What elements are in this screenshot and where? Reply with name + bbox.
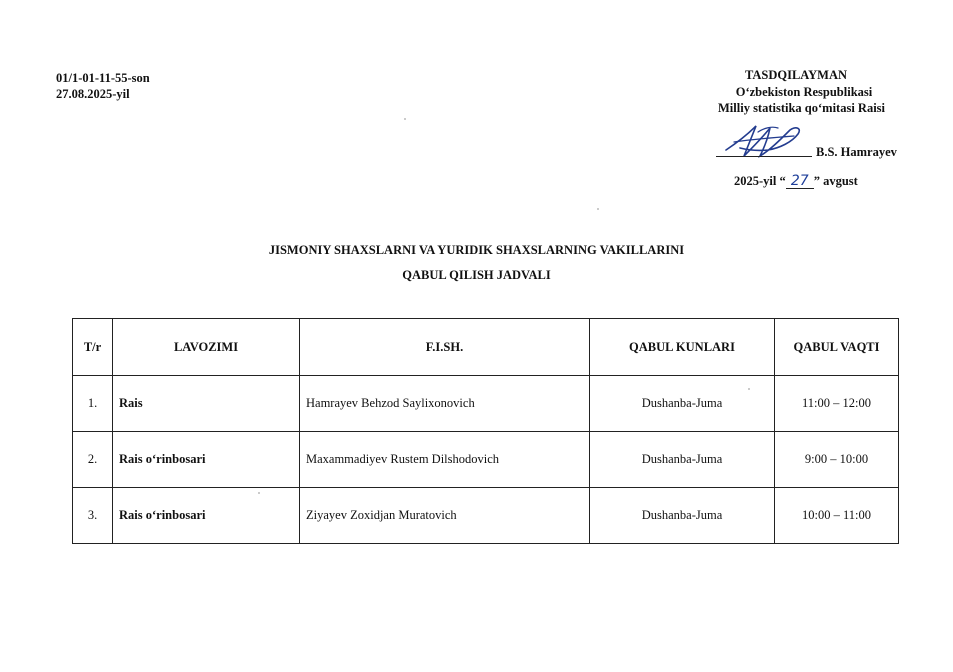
row-reception-time: 10:00 – 11:00 [775, 488, 899, 544]
row-number: 1. [73, 376, 113, 432]
row-position: Rais [113, 376, 300, 432]
row-full-name: Ziyayev Zoxidjan Muratovich [300, 488, 590, 544]
approval-block [680, 67, 910, 117]
header-position: LAVOZIMI [113, 319, 300, 376]
table-row [73, 376, 899, 432]
approval-organization-country: O‘zbekiston Respublikasi [735, 84, 873, 99]
approval-date-day: 27 [786, 174, 814, 189]
signer-name: B.S. Hamrayev [816, 145, 897, 159]
row-position: Rais o‘rinbosari [113, 432, 300, 488]
table-row [73, 432, 899, 488]
approval-organization-position: Milliy statistika qo‘mitasi Raisi [718, 101, 886, 115]
document-reference [56, 70, 150, 102]
row-position: Rais o‘rinbosari [113, 488, 300, 544]
row-number: 2. [73, 432, 113, 488]
scan-speck [748, 388, 750, 390]
scan-speck [258, 492, 260, 494]
row-reception-days: Dushanba-Juma [590, 432, 775, 488]
reception-schedule-table [72, 318, 899, 544]
approval-date [734, 174, 858, 189]
row-full-name: Maxammadiyev Rustem Dilshodovich [300, 432, 590, 488]
signature-row [712, 120, 912, 162]
reference-date: 27.08.2025-yil [56, 87, 130, 101]
row-reception-days: Dushanba-Juma [590, 488, 775, 544]
reference-number: 01/1-01-11-55-son [56, 71, 150, 85]
row-number: 3. [73, 488, 113, 544]
approval-title: TASDQILAYMAN [744, 68, 848, 82]
scan-speck [404, 118, 406, 120]
approval-date-suffix: ” avgust [813, 174, 858, 188]
header-full-name: F.I.SH. [300, 319, 590, 376]
table-row [73, 488, 899, 544]
header-reception-time: QABUL VAQTI [775, 319, 899, 376]
signature-line [716, 156, 812, 157]
document-title-line1: JISMONIY SHAXSLARNI VA YURIDIK SHAXSLARNING VAKILLARINI [268, 243, 685, 257]
row-reception-time: 11:00 – 12:00 [775, 376, 899, 432]
row-full-name: Hamrayev Behzod Saylixonovich [300, 376, 590, 432]
document-title-line2: QABUL QILISH JADVALI [402, 268, 551, 282]
header-number: T/r [73, 319, 113, 376]
header-reception-days: QABUL KUNLARI [590, 319, 775, 376]
row-reception-time: 9:00 – 10:00 [775, 432, 899, 488]
scan-speck [597, 208, 599, 210]
approval-date-prefix: 2025-yil “ [734, 174, 786, 188]
table-header-row [73, 319, 899, 376]
row-reception-days: Dushanba-Juma [590, 376, 775, 432]
